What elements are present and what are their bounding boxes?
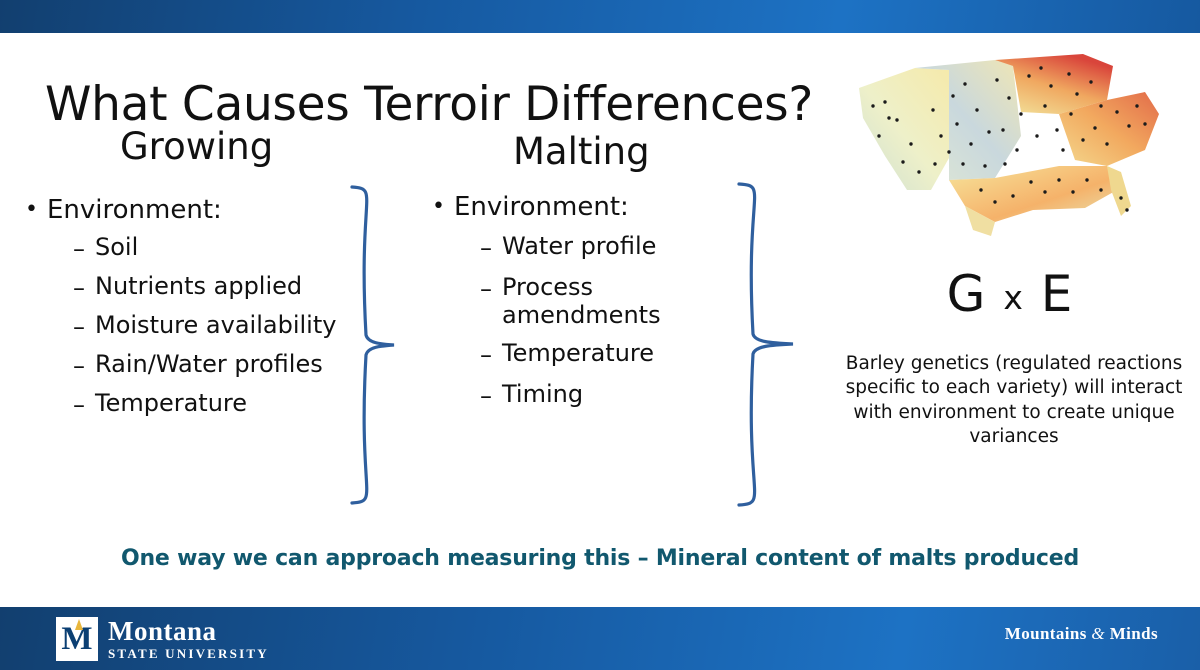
footer-note: One way we can approach measuring this – Mineral content of malts produced xyxy=(120,546,1080,571)
gxe-g: G xyxy=(946,265,987,323)
flame-icon xyxy=(75,619,83,630)
gxe-e: E xyxy=(1040,265,1074,323)
dash-icon: – xyxy=(480,341,492,370)
sub-list-growing xyxy=(73,234,355,420)
dash-icon: – xyxy=(480,382,492,411)
bullet-level1-growing xyxy=(25,195,355,225)
monogram-letter: M xyxy=(61,621,93,657)
list-item xyxy=(480,274,712,329)
bullet-level1-label: Environment: xyxy=(454,192,629,222)
curly-brace-icon-malting xyxy=(725,182,835,512)
dash-icon: – xyxy=(480,275,492,303)
bullet-block-malting xyxy=(432,192,712,411)
bullet-block-growing xyxy=(25,195,355,420)
dash-icon: – xyxy=(480,234,492,262)
dash-icon: – xyxy=(73,313,85,341)
list-item-label: Rain/Water profiles xyxy=(95,350,323,378)
tagline-ampersand: & xyxy=(1091,624,1106,643)
column-heading-malting: Malting xyxy=(513,130,650,173)
list-item xyxy=(480,381,712,411)
tagline-part2: Minds xyxy=(1109,624,1158,643)
bullet-dot-icon: • xyxy=(25,197,38,222)
list-item xyxy=(73,312,355,342)
msu-tagline xyxy=(1005,624,1158,644)
list-item-label: Process amendments xyxy=(502,273,661,329)
msu-name-line1: Montana xyxy=(108,616,217,646)
list-item xyxy=(480,340,712,370)
gxe-label xyxy=(845,265,1175,323)
sub-list-malting xyxy=(480,233,712,411)
page-title: What Causes Terroir Differences? xyxy=(45,77,814,133)
list-item-label: Soil xyxy=(95,233,139,261)
dash-icon: – xyxy=(73,391,85,419)
list-item xyxy=(73,234,355,264)
list-item-label: Water profile xyxy=(502,232,657,260)
list-item-label: Timing xyxy=(502,380,584,409)
msu-name-line2: STATE UNIVERSITY xyxy=(108,646,269,661)
list-item xyxy=(480,233,712,263)
list-item-label: Temperature xyxy=(95,389,248,417)
list-item xyxy=(73,390,355,420)
gxe-caption: Barley genetics (regulated reactions specific to each variety) will interact with environment to create unique variances xyxy=(845,353,1183,448)
list-item-label: Temperature xyxy=(502,339,655,368)
dash-icon: – xyxy=(73,235,85,263)
bullet-dot-icon: • xyxy=(432,194,445,219)
msu-logo xyxy=(56,617,269,661)
top-decorative-bar xyxy=(0,0,1200,33)
bullet-level1-label: Environment: xyxy=(47,195,222,225)
dash-icon: – xyxy=(73,352,85,380)
tagline-part1: Mountains xyxy=(1004,624,1087,643)
bullet-level1-malting xyxy=(432,192,712,222)
msu-wordmark xyxy=(108,618,269,660)
msu-monogram-icon xyxy=(56,617,98,661)
list-item-label: Nutrients applied xyxy=(95,272,303,300)
dash-icon: – xyxy=(73,274,85,302)
list-item-label: Moisture availability xyxy=(95,311,337,339)
column-heading-growing: Growing xyxy=(120,125,274,168)
list-item xyxy=(73,351,355,381)
gxe-x: x xyxy=(1003,278,1024,317)
curly-brace-icon-growing xyxy=(340,185,410,510)
list-item xyxy=(73,273,355,303)
us-choropleth-map xyxy=(845,40,1175,255)
